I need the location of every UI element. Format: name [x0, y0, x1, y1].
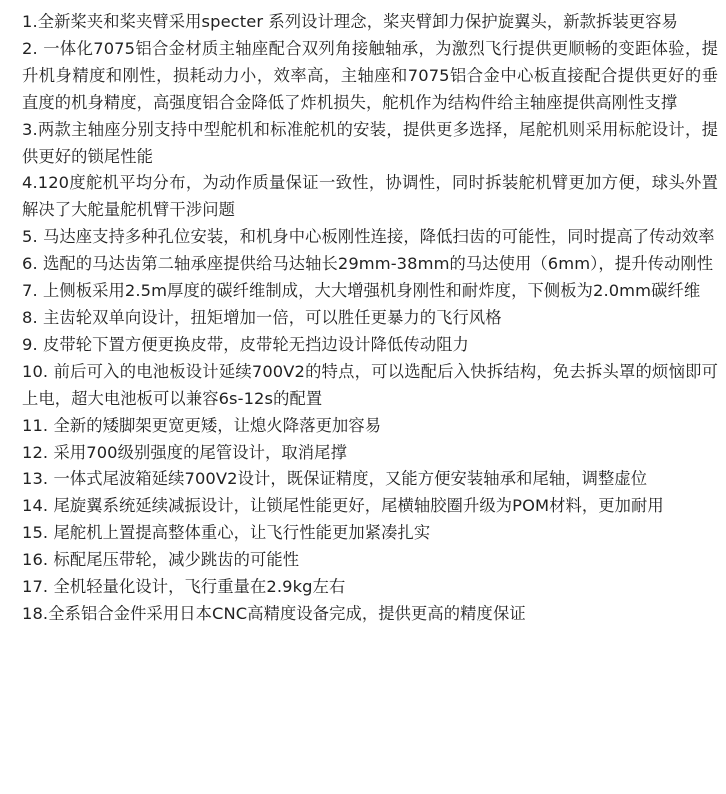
feature-item-8: 8. 主齿轮双单向设计，扭矩增加一倍，可以胜任更暴力的飞行风格: [22, 307, 502, 327]
feature-item-1: 1.全新桨夹和桨夹臂采用specter 系列设计理念，桨夹臂卸力保护旋翼头，新款拆装更容易: [22, 12, 678, 31]
feature-item-16: 16. 标配尾压带轮，减少跳齿的可能性: [22, 550, 300, 570]
feature-item-14: 14. 尾旋翼系统延续减振设计，让锁尾性能更好，尾横轴胶圈升级为POM材料，更加耐用: [22, 496, 664, 516]
feature-item-3: 3.两款主轴座分别支持中型舵机和标准舵机的安装，提供更多选择，尾舵机则采用标舵设计，提供更好的锁尾性能: [22, 119, 718, 166]
feature-item-10: 10. 前后可入的电池板设计延续700V2的特点，可以选配后入快拆结构，免去拆头罩的烦恼即可上电，超大电池板可以兼容6s-12s的配置: [22, 361, 718, 408]
feature-item-2: 2. 一体化7075铝合金材质主轴座配合双列角接触轴承，为激烈飞行提供更顺畅的变距体验，提升机身精度和刚性，损耗动力小，效率高，主轴座和7075铝合金中心板直接配合提供更好的垂直度的机身精度，高强度铝合金降低了炸机损失，舵机作为结构件给主轴座提供高刚性支撑: [22, 38, 718, 112]
feature-item-7: 7. 上侧板采用2.5m厚度的碳纤维制成，大大增强机身刚性和耐炸度，下侧板为2.0mm碳纤维: [22, 281, 701, 301]
feature-item-11: 11. 全新的矮脚架更宽更矮，让熄火降落更加容易: [22, 415, 382, 435]
feature-item-12: 12. 采用700级别强度的尾管设计，取消尾撑: [22, 442, 347, 462]
feature-item-13: 13. 一体式尾波箱延续700V2设计，既保证精度，又能方便安装轴承和尾轴，调整虚位: [22, 469, 648, 489]
feature-item-17: 17. 全机轻量化设计，飞行重量在2.9kg左右: [22, 577, 346, 597]
feature-item-18: 18.全系铝合金件采用日本CNC高精度设备完成，提供更高的精度保证: [22, 603, 526, 623]
feature-list: [22, 9, 718, 628]
feature-item-6: 6. 选配的马达齿第二轴承座提供给马达轴长29mm-38mm的马达使用（6mm），提升传动刚性: [22, 254, 714, 274]
feature-item-5: 5. 马达座支持多种孔位安装，和机身中心板刚性连接，降低扫齿的可能性，同时提高了传动效率: [22, 227, 715, 247]
feature-item-9: 9. 皮带轮下置方便更换皮带，皮带轮无挡边设计降低传动阻力: [22, 334, 469, 354]
feature-item-15: 15. 尾舵机上置提高整体重心，让飞行性能更加紧凑扎实: [22, 523, 431, 543]
feature-item-4: 4.120度舵机平均分布，为动作质量保证一致性，协调性，同时拆装舵机臂更加方便，球头外置解决了大舵量舵机臂干涉问题: [22, 173, 718, 220]
